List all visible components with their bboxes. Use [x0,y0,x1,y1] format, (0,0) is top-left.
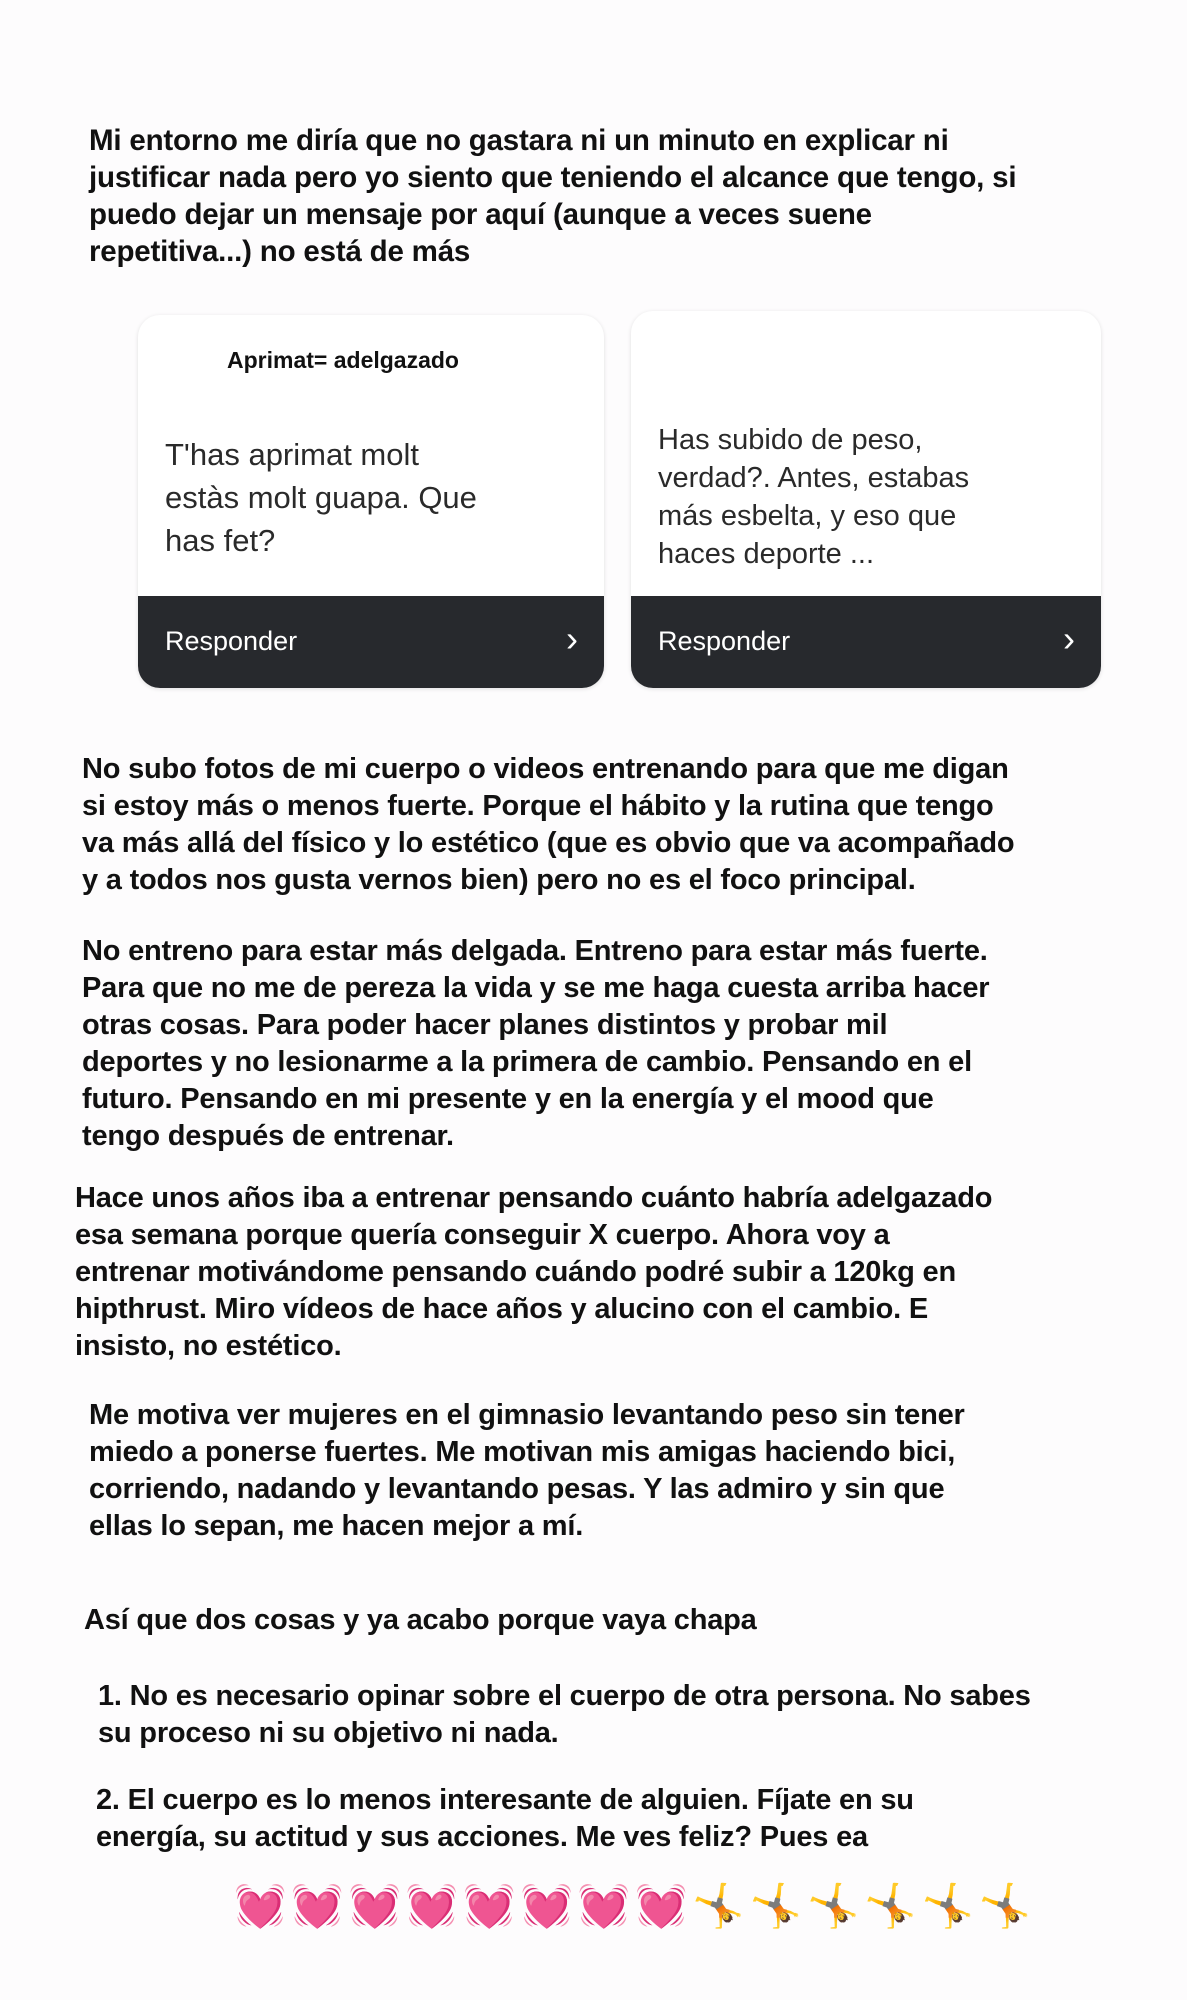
reply-button[interactable] [138,596,604,688]
reply-button[interactable] [631,596,1101,688]
paragraph-training [82,933,989,1155]
text-line: estàs molt guapa. Que [165,480,477,515]
question-text [658,421,969,573]
reply-label: Responder [658,626,791,656]
emoji-row [234,1882,1036,1931]
question-text [165,433,477,562]
text-line: Me motiva ver mujeres en el gimnasio levantando peso sin tener [89,1399,965,1431]
text-line: Hace unos años iba a entrenar pensando cuánto habría adelgazado [75,1182,993,1214]
text-line: Así que dos cosas y ya acabo porque vaya chapa [84,1604,757,1636]
text-line: más esbelta, y eso que [658,500,957,532]
text-line: entrenar motivándome pensando cuándo podré subir a 120kg en [75,1256,956,1288]
intro-text [89,122,1016,270]
text-line: miedo a ponerse fuertes. Me motivan mis amigas haciendo bici, [89,1436,956,1468]
chevron-right-icon: › [1063,618,1075,659]
question-card-2 [631,311,1101,688]
text-line: deportes y no lesionarme a la primera de cambio. Pensando en el [82,1046,972,1078]
text-line: tengo después de entrenar. [82,1120,454,1152]
list-item-2 [96,1782,914,1856]
text-line: No entreno para estar más delgada. Entreno para estar más fuerte. [82,935,988,967]
text-line: otras cosas. Para poder hacer planes distintos y probar mil [82,1009,888,1041]
text-line: repetitiva...) no está de más [89,235,471,268]
text-line: No subo fotos de mi cuerpo o videos entrenando para que me digan [82,753,1009,785]
question-card-1 [138,315,604,688]
text-line: 2. El cuerpo es lo menos interesante de alguien. Fíjate en su [96,1784,914,1816]
reply-label: Responder [165,626,298,656]
cartwheel-icon: 🤸🤸🤸🤸🤸🤸 [692,1882,1037,1929]
text-line: y a todos nos gusta vernos bien) pero no es el foco principal. [82,864,916,896]
text-line: verdad?. Antes, estabas [658,462,970,494]
text-line: energía, su actitud y sus acciones. Me ves feliz? Pues ea [96,1821,868,1853]
text-line: puedo dejar un mensaje por aquí (aunque a veces suene [89,198,872,231]
chevron-right-icon: › [566,618,578,659]
text-line: insisto, no estético. [75,1330,342,1362]
text-line: has fet? [165,523,276,558]
list-item-1 [98,1678,1031,1752]
text-line: Mi entorno me diría que no gastara ni un minuto en explicar ni [89,124,949,157]
text-line: ellas lo sepan, me hacen mejor a mí. [89,1510,584,1542]
text-line: Has subido de peso, [658,424,923,456]
text-line: 1. No es necesario opinar sobre el cuerpo de otra persona. No sabes [98,1680,1031,1712]
text-line: Para que no me de pereza la vida y se me haga cuesta arriba hacer [82,972,990,1004]
text-line: T'has aprimat molt [165,437,419,472]
text-line: su proceso ni su objetivo ni nada. [98,1717,559,1749]
text-line: va más allá del físico y lo estético (que es obvio que va acompañado [82,827,1015,859]
text-line: hipthrust. Miro vídeos de hace años y alucino con el cambio. E [75,1293,928,1325]
translation-note: Aprimat= adelgazado [227,347,459,373]
text-line: justificar nada pero yo siento que teniendo el alcance que tengo, si [89,161,1017,194]
beating-heart-icon: 💓💓💓💓💓💓💓💓 [234,1882,693,1929]
paragraph-photos [82,751,1014,899]
paragraph-years-ago [75,1180,992,1365]
text-line: haces deporte ... [658,538,875,570]
text-line: esa semana porque quería conseguir X cuerpo. Ahora voy a [75,1219,890,1251]
text-line: futuro. Pensando en mi presente y en la energía y el mood que [82,1083,934,1115]
paragraph-two-things [84,1602,757,1639]
text-line: corriendo, nadando y levantando pesas. Y las admiro y sin que [89,1473,945,1505]
paragraph-motivation [89,1397,965,1545]
text-line: si estoy más o menos fuerte. Porque el hábito y la rutina que tengo [82,790,994,822]
